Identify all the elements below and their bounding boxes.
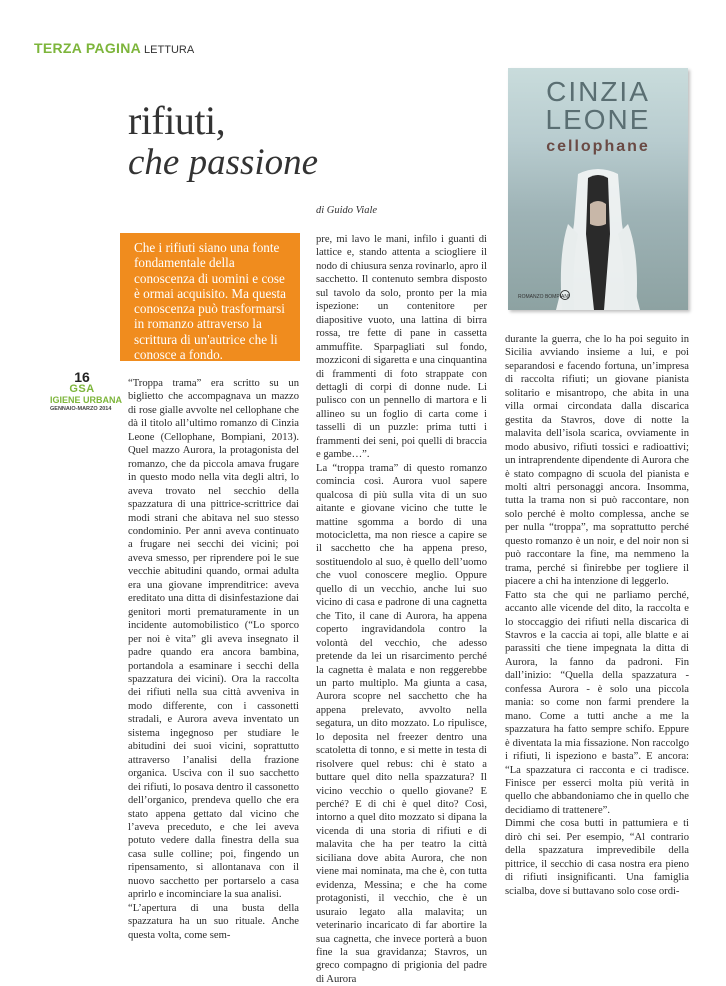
section-sub: LETTURA <box>144 44 195 56</box>
magazine-date: GENNAIO-MARZO 2014 <box>50 406 112 412</box>
magazine-brand: GSA <box>69 383 95 395</box>
col3-para-2: Fatto sta che qui ne parliamo perché, accanto alle vicende del dito, la raccolta e lo stoccaggio dei rifiuti nella discarica di Stavros e la caccia ai topi, alle blatte e ai parassiti che tiene impegnata la ditta di Aurora, la fanno da padroni. Fin dall’inizio: “Quella della spazzatura - confessa Aurora - è solo una piccola mania: so come non farmi prendere la mano. Come a tutti anche a me la spazzatura ha fatto sempre schifo. Eppure è diventata la mia fissazione. Non raccolgo i rifiuti, li ispeziono e basta”. E ancora: “La spazzatura ci racconta e ci tradisce. Finisce per esserci molta più verità in quello che abbandoniamo che in quello che decidiamo di trattenere”. <box>505 589 689 816</box>
magazine-badge <box>50 369 123 413</box>
publisher-logo-icon <box>560 290 570 300</box>
column-2 <box>316 233 487 986</box>
lead-box: Che i rifiuti siano una fonte fondamentale della conoscenza di uomini e cose è ormai acquisito. Ma questa conoscenza può trasformarsi in romanzo attraverso la scrittura di un'autrice che li conosce a fondo. <box>120 233 300 361</box>
section-name: TERZA PAGINA <box>34 40 142 56</box>
book-cover-figure-image <box>548 164 648 310</box>
magazine-name: IGIENE URBANA <box>50 395 123 405</box>
col3-para-3: Dimmi che cosa butti in pattumiera e ti dirò chi sei. Per esempio, “Al contrario della spazzatura imprevedibile della pittrice, il secchio di casa nostra era pieno di rifiuti insignificanti. Una famiglia scialba, dove si buttavano solo cose ordi- <box>505 818 689 897</box>
book-author <box>508 78 688 134</box>
book-author-last: LEONE <box>545 104 651 135</box>
column-3 <box>505 333 689 898</box>
section-header <box>34 40 194 58</box>
col1-para-1: “Troppa trama” era scritto su un biglietto che accompagnava un mazzo di rose gialle avvolte nel cellophane che dà il titolo all’ultimo romanzo di Cinzia Leone (Cellophane, Bompiani, 2013). Quel mazzo Aurora, la protagonista del romanzo, che da piccola amava frugare in questo modo nella vita degli altri, lo aveva trovato nel secchio della spazzatura di una pittrice-scrittrice dai modi strani che abitava nel suo stesso condominio. Per anni aveva continuato a frugare nei secchi dei vicini; poi aveva smesso, per riprendere poi le sue vecchie abitudini quando, ormai adulta era una giovane imprenditrice: aveva ereditato una ditta di disinfestazione dai genitori morti prematuramente in un incidente automobilistico (“Lo sporco per noi è vita” gli aveva insegnato il padre quando era ancora bambina, portandola a esaminare i secchi della spazzatura dei vicini). Ora la raccolta dei rifiuti nella sua città avveniva in modo differente, con i cassonetti stradali, e Aurora aveva inventato un sistema ingegnoso per studiare le abitudini dei suoi vicini, soprattutto attraverso l’analisi della frazione organica. Usciva con il suo sacchetto dei rifiuti, lo posava dentro il cassonetto dell’organico, prendeva quello che era stato appena gettato dal vicino che l’aveva preceduto, e che lei aveva potuto vedere dalla finestra della sua casa sulle colline; poi, fingendo un ripensamento, si allontanava con il nuovo sacchetto per portarselo a casa aprirlo e incominciare la sua analisi. <box>128 378 299 901</box>
col2-para-1: pre, mi lavo le mani, infilo i guanti di lattice e, stando attenta a sciogliere il nodo di chiusura senza rovinarlo, apro il sacchetto. Il contenuto sembra disposto sul tavolo da solo, pronto per la mia ispezione: un contenitore per diapositive vuoto, una lattina di birra rossa, tre fette di pane in cassetta ammuffite. Sparpagliati sul fondo, mozziconi di sigaretta e una cinquantina di frammenti di foto strappate con dettagli di corpi di donne nude. Li pulisco con un pennello di martora e li allineo su un foglio di carta come i tasselli di un puzzle: prima tutti i frammenti dei seni, poi quelli di braccia e gambe…”. <box>316 234 487 461</box>
col1-para-2: “L’apertura di una busta della spazzatura ha un suo rituale. Anche questa volta, come sem- <box>128 902 299 941</box>
column-1 <box>128 377 299 942</box>
col2-para-2: La “troppa trama” di questo romanzo comincia così. Aurora vuol sapere qualcosa di più sulla vita di un suo aitante e giovane vicino che tutte le mattine sgomma a bordo di una motocicletta, ma non riesce a capire se il sacchetto che ha appena preso, sostituendolo al suo, è quello dell’uomo che vuol conoscere meglio. Oppure quello di un vecchio, anche lui suo vicino di casa e padrone di una cagnetta che Tito, il cane di Aurora, ha appena coperto ingravidandola contro la volontà del vecchio, che adesso pretende da lei un risarcimento perché la cagnetta è malata e non reggerebbe un parto multiplo. Ma giunta a casa, Aurora scopre nel sacchetto che ha appena prelevato, avvolto nella segatura, un dito mozzato. Lo ripulisce, lo deposita nel freezer dentro una scatoletta di tonno, e si mette in testa di risolvere quel rebus: chi è stato a buttare quel dito nella spazzatura? Il vicino vecchio o quello giovane? E perché? E di chi è quel dito? Così, intorno a quel dito mozzato si dipana la vicenda di una storia di rifiuti e di malavita che ha per teatro la città siciliana dove abita Aurora, che non viene mai nominata, ma che è, con tutta evidenza, Messina; e che ha come protagonisti, il vecchio, che è un usuraio legato alla malavita; un veterinario incaricato di far abortire la sua cagnetta, che invece porterà a buon fine la sua gravidanza; Stavros, un greco compagno di prigionia del padre di Aurora <box>316 462 487 985</box>
col3-para-1: durante la guerra, che lo ha poi seguito in Sicilia avviando insieme a lui, e poi separandosi e facendo fortuna, un’impresa di raccolta rifiuti; un giovane pianista solitario e misantropo, che abita in una villa ormai circondata dalla discarica gestita da Stavros, dove di notte la malavita dell’isola scarica, ovviamente in modo abusivo, rifiuti tossici e radioattivi; un intraprendente dipendente di Aurora che è stato compagno di scuola del pianista e molti altri personaggi ancora. Insomma, tutta la trama non si può raccontare, non solo perché è molto complessa, anche se per nulla “troppa”, ma soprattutto perché questo romanzo è un noir, e del noir non si può raccontare la fine, ma nemmeno la trama, perché si finirebbe per togliere il piacere a chi ha intenzione di leggerlo. <box>505 334 689 588</box>
book-title: cellophane <box>546 138 650 155</box>
byline: di Guido Viale <box>316 205 378 216</box>
book-publisher: ROMANZO BOMPIANI <box>518 294 570 300</box>
title-line-2: che passione <box>128 142 319 183</box>
book-author-first: CINZIA <box>546 76 650 107</box>
page-number: 16 <box>74 369 90 385</box>
article-title <box>128 100 318 184</box>
title-line-1: rifiuti, <box>128 98 226 143</box>
book-cover <box>508 68 688 310</box>
